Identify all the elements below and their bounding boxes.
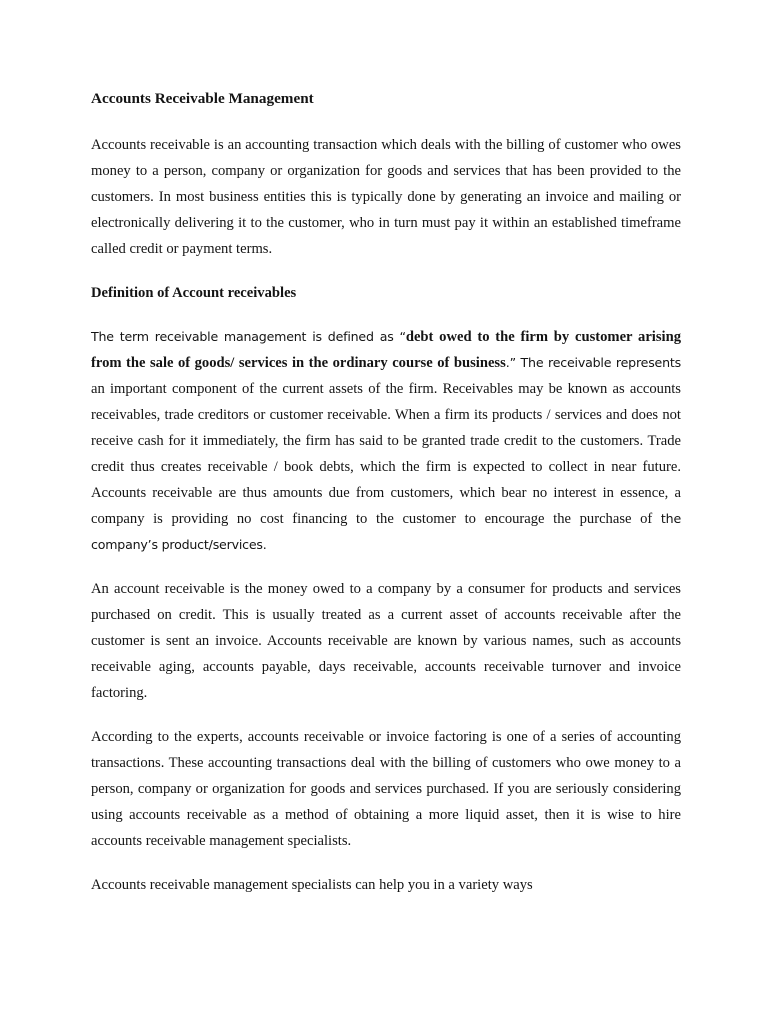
definition-intro: The term receivable management is defined as “ — [91, 329, 406, 344]
definition-paragraph — [91, 324, 681, 558]
page-title: Accounts Receivable Management — [91, 90, 314, 107]
definition-after-quote: .” The receivable represents — [505, 355, 681, 370]
specialists-paragraph: Accounts receivable management specialists can help you in a variety ways — [91, 877, 533, 893]
experts-paragraph: According to the experts, accounts receivable or invoice factoring is one of a series of accounting transactions. These accounting transactions deal with the billing of customers who owe money to a person, company or organization for goods and services purchased. If you are seriously considering using accounts receivable as a method of obtaining a more liquid asset, then it is wise to hire accounts receivable management specialists. — [91, 729, 681, 849]
definition-body: an important component of the current assets of the firm. Receivables may be known as accounts receivables, trade creditors or customer receivable. When a firm its products / services and does not receive cash for it immediately, the firm has said to be granted trade credit to the customers. Trade credit thus creates receivable / book debts, which the firm is expected to collect in near future. Accounts receivable are thus amounts due from customers, which bear no interest in essence, a company is providing no cost financing to the customer to encourage the purchase of — [91, 381, 681, 527]
document-body — [91, 86, 681, 898]
definition-heading: Definition of Account receivables — [91, 285, 297, 301]
definition-quote: debt owed to the firm by customer arising from the sale of goods/ services in the ordinary course of business — [91, 329, 681, 371]
intro-paragraph: Accounts receivable is an accounting transaction which deals with the billing of customer who owes money to a person, company or organization for goods and services that has been provided to the customers. In most business entities this is typically done by generating an invoice and mailing or electronically delivering it to the customer, who in turn must pay it within an established timeframe called credit or payment terms. — [91, 137, 681, 257]
definition-tail: the company’s product/services. — [91, 511, 681, 552]
receivable-money-paragraph: An account receivable is the money owed to a company by a consumer for products and services purchased on credit. This is usually treated as a current asset of accounts receivable after the customer is sent an invoice. Accounts receivable are known by various names, such as accounts receivable aging, accounts payable, days receivable, accounts receivable turnover and invoice factoring. — [91, 581, 681, 701]
